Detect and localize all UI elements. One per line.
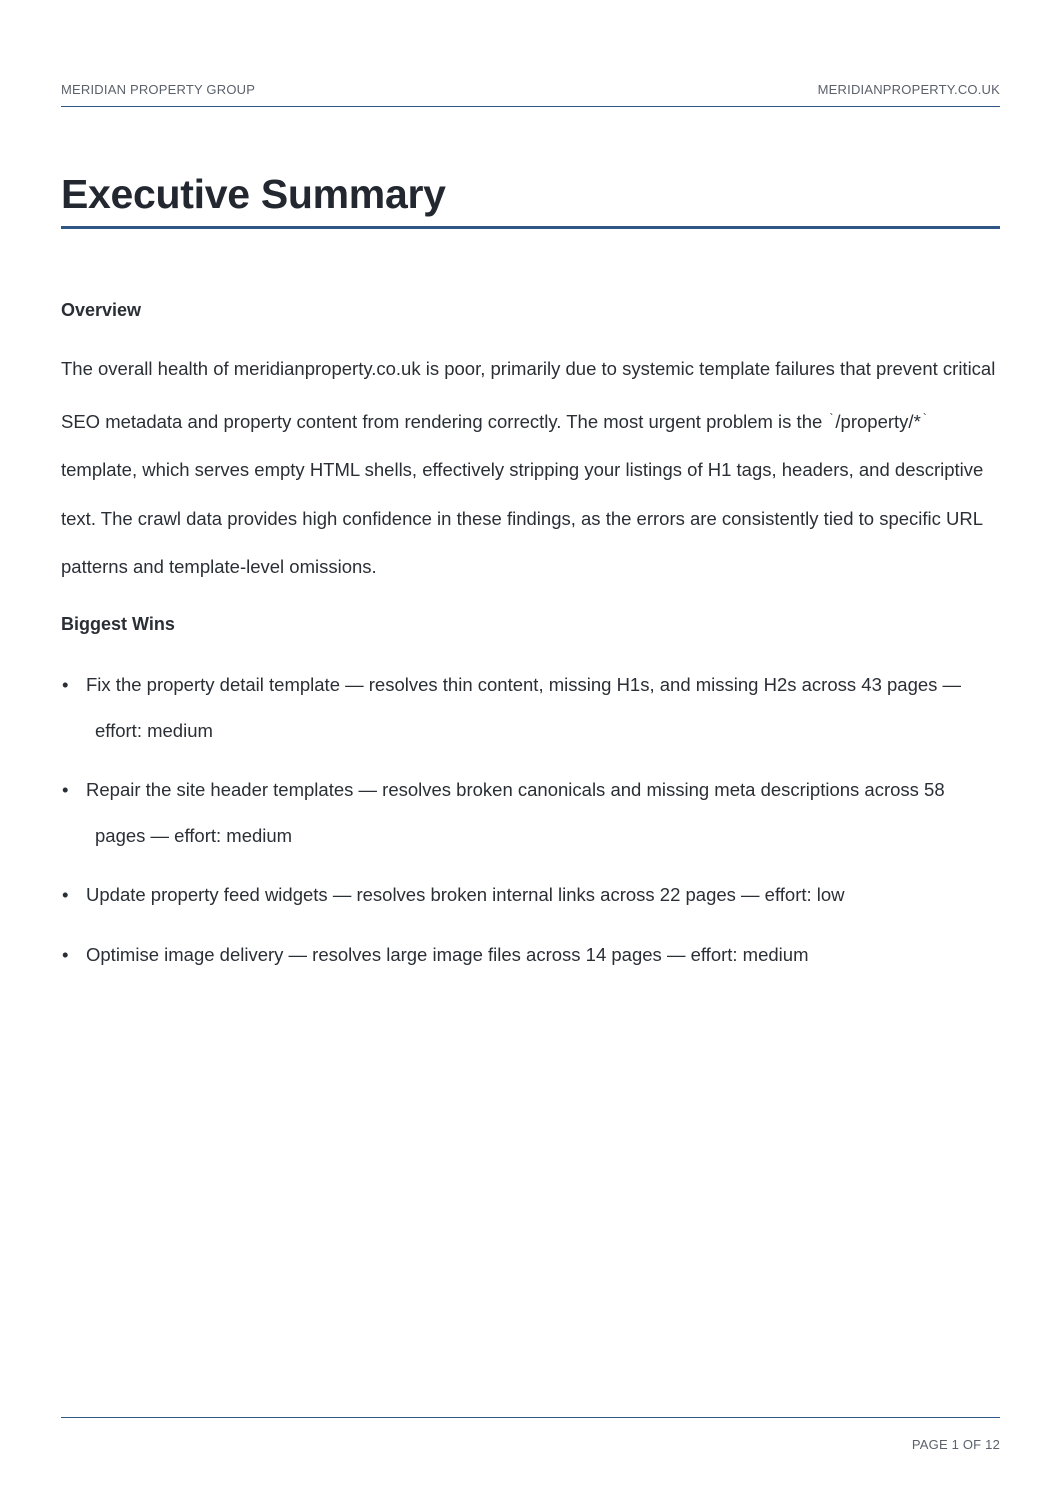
footer-divider	[61, 1417, 1000, 1418]
overview-heading: Overview	[61, 300, 142, 320]
bullet-icon: •	[62, 943, 69, 965]
page-number: PAGE 1 OF 12	[911, 1437, 1000, 1452]
bullet-icon: •	[62, 674, 69, 695]
list-item-text: Fix the property detail template — resolves thin content, missing H1s, and missing H2s across 43 pages — effort: medium	[86, 674, 962, 741]
page-header	[61, 80, 1000, 107]
list-item	[61, 872, 1000, 918]
page-title: Executive Summary	[61, 171, 446, 217]
inline-code-path: /property/*	[835, 410, 921, 432]
list-item	[61, 662, 1000, 753]
overview-paragraph	[61, 345, 1000, 592]
biggest-wins-heading: Biggest Wins	[61, 614, 175, 634]
code-tick-open: `	[829, 410, 834, 425]
list-item-text: Repair the site header templates — resolves broken canonicals and missing meta descriptions across 58 pages — effort: medium	[86, 779, 945, 846]
list-item	[61, 932, 1000, 978]
list-item-text: Update property feed widgets — resolves broken internal links across 22 pages — effort: low	[86, 884, 845, 905]
site-domain: MERIDIANPROPERTY.CO.UK	[817, 82, 1000, 97]
overview-text-end: template, which serves empty HTML shells, effectively stripping your listings of H1 tags, headers, and descriptive text. The crawl data provides high confidence in these findings, as the errors are consistently tied to specific URL patterns and template-level omissions.	[61, 459, 984, 577]
list-item	[61, 767, 1000, 858]
bullet-icon: •	[62, 779, 69, 800]
company-name: MERIDIAN PROPERTY GROUP	[61, 82, 256, 97]
list-item-text: Optimise image delivery — resolves large image files across 14 pages — effort: medium	[86, 943, 809, 965]
title-block	[61, 168, 1000, 229]
bullet-icon: •	[62, 884, 69, 905]
biggest-wins-list	[61, 662, 1000, 991]
overview-text-start: The overall health of meridianproperty.co.uk is poor, primarily due to systemic template failures that prevent critical SEO metadata and property content from rendering correctly. The most urgent problem is the	[61, 358, 996, 432]
code-tick-close: `	[922, 410, 927, 425]
report-page	[61, 0, 1000, 1500]
